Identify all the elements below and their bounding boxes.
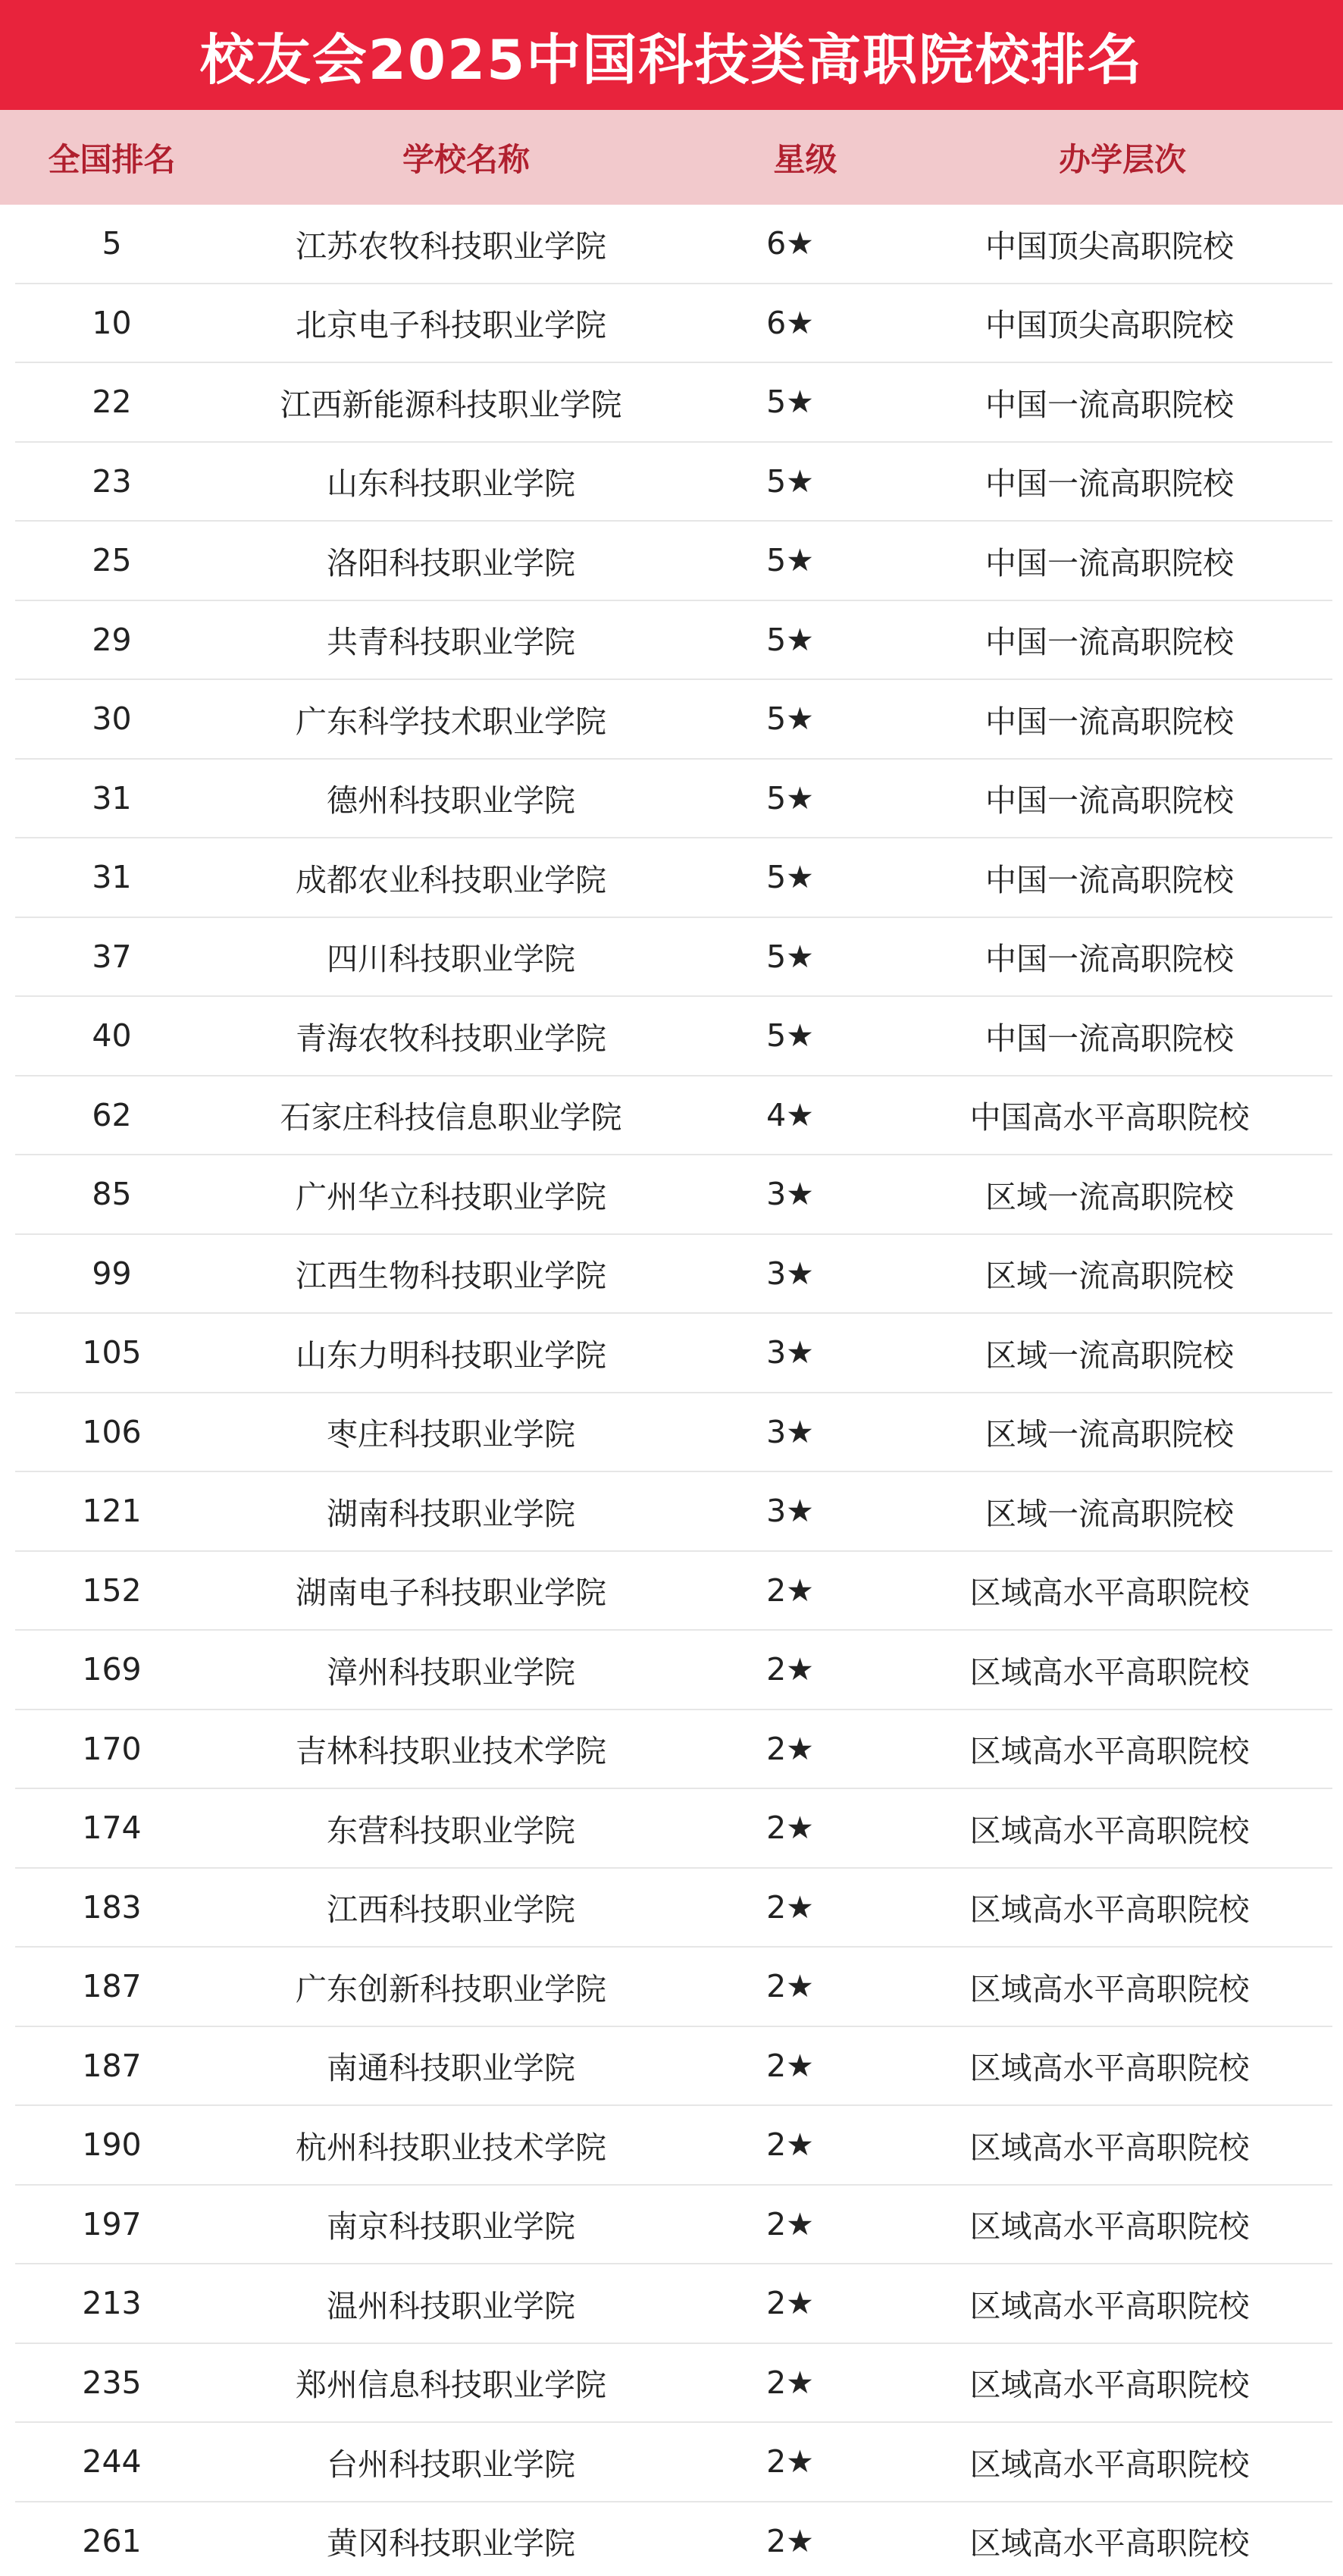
stars-cell: 5★ xyxy=(766,938,814,975)
page-title: 校友会2025中国科技类高职院校排名 xyxy=(199,27,1144,92)
school-name-cell: 杭州科技职业技术学院 xyxy=(296,2129,606,2166)
school-name-cell: 江西生物科技职业学院 xyxy=(296,1258,606,1295)
level-cell: 中国一流高职院校 xyxy=(985,544,1234,581)
rank-cell: 5 xyxy=(102,225,122,262)
level-cell: 区域一流高职院校 xyxy=(985,1178,1234,1215)
table-row xyxy=(15,1235,1332,1315)
rank-cell: 244 xyxy=(82,2443,142,2480)
table-row xyxy=(15,1393,1332,1473)
rank-cell: 169 xyxy=(82,1651,142,1688)
stars-cell: 5★ xyxy=(766,1017,814,1055)
stars-cell: 5★ xyxy=(766,542,814,579)
school-name-cell: 南京科技职业学院 xyxy=(327,2208,575,2245)
rank-cell: 106 xyxy=(82,1413,142,1450)
rank-cell: 174 xyxy=(82,1810,142,1847)
table-row xyxy=(15,363,1332,443)
level-cell: 区域高水平高职院校 xyxy=(969,2287,1250,2324)
table-row xyxy=(15,2027,1332,2107)
rank-cell: 183 xyxy=(82,1888,142,1926)
ranking-table xyxy=(15,205,1332,2576)
rank-cell: 99 xyxy=(92,1255,132,1292)
stars-cell: 5★ xyxy=(766,779,814,816)
table-row xyxy=(15,2344,1332,2424)
level-cell: 区域高水平高职院校 xyxy=(969,2446,1250,2483)
rank-cell: 23 xyxy=(92,462,132,500)
table-row xyxy=(15,601,1332,681)
table-row xyxy=(15,1710,1332,1790)
rank-cell: 213 xyxy=(82,2285,142,2322)
school-name-cell: 广东创新科技职业学院 xyxy=(296,1970,606,2007)
stars-cell: 2★ xyxy=(766,1730,814,1767)
school-name-cell: 山东科技职业学院 xyxy=(327,465,575,503)
school-name-cell: 漳州科技职业学院 xyxy=(327,1653,575,1691)
school-name-cell: 南通科技职业学院 xyxy=(327,2050,575,2087)
stars-cell: 5★ xyxy=(766,384,814,421)
stars-cell: 2★ xyxy=(766,1968,814,2005)
school-name-cell: 共青科技职业学院 xyxy=(327,624,575,661)
school-name-cell: 四川科技职业学院 xyxy=(327,941,575,978)
school-name-cell: 江苏农牧科技职业学院 xyxy=(296,227,606,265)
school-name-cell: 湖南电子科技职业学院 xyxy=(296,1575,606,1612)
school-name-cell: 北京电子科技职业学院 xyxy=(296,307,606,344)
school-name-cell: 湖南科技职业学院 xyxy=(327,1495,575,1532)
table-row xyxy=(15,1869,1332,1948)
stars-cell: 2★ xyxy=(766,2205,814,2242)
school-name-cell: 温州科技职业学院 xyxy=(327,2287,575,2324)
stars-cell: 2★ xyxy=(766,2126,814,2164)
stars-cell: 2★ xyxy=(766,1651,814,1688)
school-name-cell: 郑州信息科技职业学院 xyxy=(296,2367,606,2404)
school-name-cell: 德州科技职业学院 xyxy=(327,782,575,819)
level-cell: 中国一流高职院校 xyxy=(985,941,1234,978)
table-row xyxy=(15,1155,1332,1235)
stars-cell: 6★ xyxy=(766,304,814,341)
level-cell: 区域高水平高职院校 xyxy=(969,2367,1250,2404)
title-bar xyxy=(0,0,1343,110)
rank-cell: 10 xyxy=(92,304,132,341)
stars-cell: 3★ xyxy=(766,1255,814,1292)
rank-cell: 105 xyxy=(82,1334,142,1371)
level-cell: 中国高水平高职院校 xyxy=(969,1099,1250,1136)
school-name-cell: 石家庄科技信息职业学院 xyxy=(280,1099,622,1136)
stars-cell: 2★ xyxy=(766,2522,814,2559)
table-row xyxy=(15,1552,1332,1631)
rank-cell: 85 xyxy=(92,1176,132,1213)
table-row xyxy=(15,1076,1332,1156)
table-row xyxy=(15,284,1332,364)
rank-cell: 187 xyxy=(82,1968,142,2005)
level-cell: 中国顶尖高职院校 xyxy=(985,307,1234,344)
table-header xyxy=(0,110,1343,205)
table-row xyxy=(15,680,1332,760)
school-name-cell: 成都农业科技职业学院 xyxy=(296,861,606,898)
level-cell: 区域高水平高职院校 xyxy=(969,1970,1250,2007)
rank-cell: 31 xyxy=(92,779,132,816)
school-name-cell: 青海农牧科技职业学院 xyxy=(296,1020,606,1057)
table-row xyxy=(15,1472,1332,1552)
stars-cell: 5★ xyxy=(766,462,814,500)
rank-cell: 30 xyxy=(92,700,132,738)
school-name-cell: 洛阳科技职业学院 xyxy=(327,544,575,581)
table-row xyxy=(15,1314,1332,1393)
level-cell: 区域高水平高职院校 xyxy=(969,1733,1250,1770)
level-cell: 中国一流高职院校 xyxy=(985,703,1234,740)
school-name-cell: 东营科技职业学院 xyxy=(327,1812,575,1849)
table-row xyxy=(15,522,1332,601)
stars-cell: 5★ xyxy=(766,859,814,896)
table-row xyxy=(15,2106,1332,2186)
header-rank: 全国排名 xyxy=(48,140,176,178)
school-name-cell: 广州华立科技职业学院 xyxy=(296,1178,606,1215)
rank-cell: 152 xyxy=(82,1572,142,1609)
stars-cell: 2★ xyxy=(766,2285,814,2322)
school-name-cell: 吉林科技职业技术学院 xyxy=(296,1733,606,1770)
rank-cell: 25 xyxy=(92,542,132,579)
rank-cell: 121 xyxy=(82,1493,142,1530)
level-cell: 区域一流高职院校 xyxy=(985,1258,1234,1295)
level-cell: 区域高水平高职院校 xyxy=(969,1653,1250,1691)
stars-cell: 2★ xyxy=(766,1810,814,1847)
stars-cell: 2★ xyxy=(766,2443,814,2480)
header-school-name: 学校名称 xyxy=(402,140,530,178)
level-cell: 区域高水平高职院校 xyxy=(969,2525,1250,2562)
rank-cell: 261 xyxy=(82,2522,142,2559)
table-row xyxy=(15,443,1332,522)
level-cell: 中国一流高职院校 xyxy=(985,624,1234,661)
rank-cell: 31 xyxy=(92,859,132,896)
table-row xyxy=(15,1789,1332,1869)
rank-cell: 197 xyxy=(82,2205,142,2242)
rank-cell: 170 xyxy=(82,1730,142,1767)
school-name-cell: 台州科技职业学院 xyxy=(327,2446,575,2483)
level-cell: 中国一流高职院校 xyxy=(985,861,1234,898)
table-row xyxy=(15,1631,1332,1710)
stars-cell: 5★ xyxy=(766,700,814,738)
school-name-cell: 枣庄科技职业学院 xyxy=(327,1416,575,1453)
level-cell: 中国顶尖高职院校 xyxy=(985,227,1234,265)
stars-cell: 4★ xyxy=(766,1096,814,1133)
stars-cell: 2★ xyxy=(766,2364,814,2401)
stars-cell: 6★ xyxy=(766,225,814,262)
stars-cell: 3★ xyxy=(766,1334,814,1371)
stars-cell: 2★ xyxy=(766,2047,814,2084)
level-cell: 中国一流高职院校 xyxy=(985,1020,1234,1057)
rank-cell: 37 xyxy=(92,938,132,975)
rank-cell: 29 xyxy=(92,621,132,658)
school-name-cell: 江西科技职业学院 xyxy=(327,1891,575,1929)
level-cell: 中国一流高职院校 xyxy=(985,782,1234,819)
table-row xyxy=(15,838,1332,918)
rank-cell: 190 xyxy=(82,2126,142,2164)
level-cell: 区域高水平高职院校 xyxy=(969,1891,1250,1929)
stars-cell: 2★ xyxy=(766,1572,814,1609)
rank-cell: 22 xyxy=(92,384,132,421)
school-name-cell: 黄冈科技职业学院 xyxy=(327,2525,575,2562)
table-row xyxy=(15,2186,1332,2265)
level-cell: 区域高水平高职院校 xyxy=(969,1575,1250,1612)
school-name-cell: 广东科学技术职业学院 xyxy=(296,703,606,740)
level-cell: 中国一流高职院校 xyxy=(985,386,1234,423)
stars-cell: 3★ xyxy=(766,1413,814,1450)
level-cell: 区域一流高职院校 xyxy=(985,1416,1234,1453)
table-row xyxy=(15,760,1332,839)
table-row xyxy=(15,918,1332,998)
stars-cell: 5★ xyxy=(766,621,814,658)
table-row xyxy=(15,2423,1332,2502)
header-stars: 星级 xyxy=(773,140,837,178)
rank-cell: 40 xyxy=(92,1017,132,1055)
table-row xyxy=(15,997,1332,1076)
table-row xyxy=(15,1948,1332,2027)
level-cell: 区域高水平高职院校 xyxy=(969,2208,1250,2245)
school-name-cell: 江西新能源科技职业学院 xyxy=(280,386,622,423)
table-row xyxy=(15,2264,1332,2344)
rank-cell: 62 xyxy=(92,1096,132,1133)
level-cell: 区域一流高职院校 xyxy=(985,1337,1234,1374)
table-row xyxy=(15,2502,1332,2576)
stars-cell: 3★ xyxy=(766,1493,814,1530)
level-cell: 中国一流高职院校 xyxy=(985,465,1234,503)
level-cell: 区域高水平高职院校 xyxy=(969,1812,1250,1849)
rank-cell: 235 xyxy=(82,2364,142,2401)
level-cell: 区域一流高职院校 xyxy=(985,1495,1234,1532)
level-cell: 区域高水平高职院校 xyxy=(969,2050,1250,2087)
header-level: 办学层次 xyxy=(1058,140,1186,178)
table-row xyxy=(15,205,1332,284)
rank-cell: 187 xyxy=(82,2047,142,2084)
stars-cell: 2★ xyxy=(766,1888,814,1926)
stars-cell: 3★ xyxy=(766,1176,814,1213)
level-cell: 区域高水平高职院校 xyxy=(969,2129,1250,2166)
school-name-cell: 山东力明科技职业学院 xyxy=(296,1337,606,1374)
